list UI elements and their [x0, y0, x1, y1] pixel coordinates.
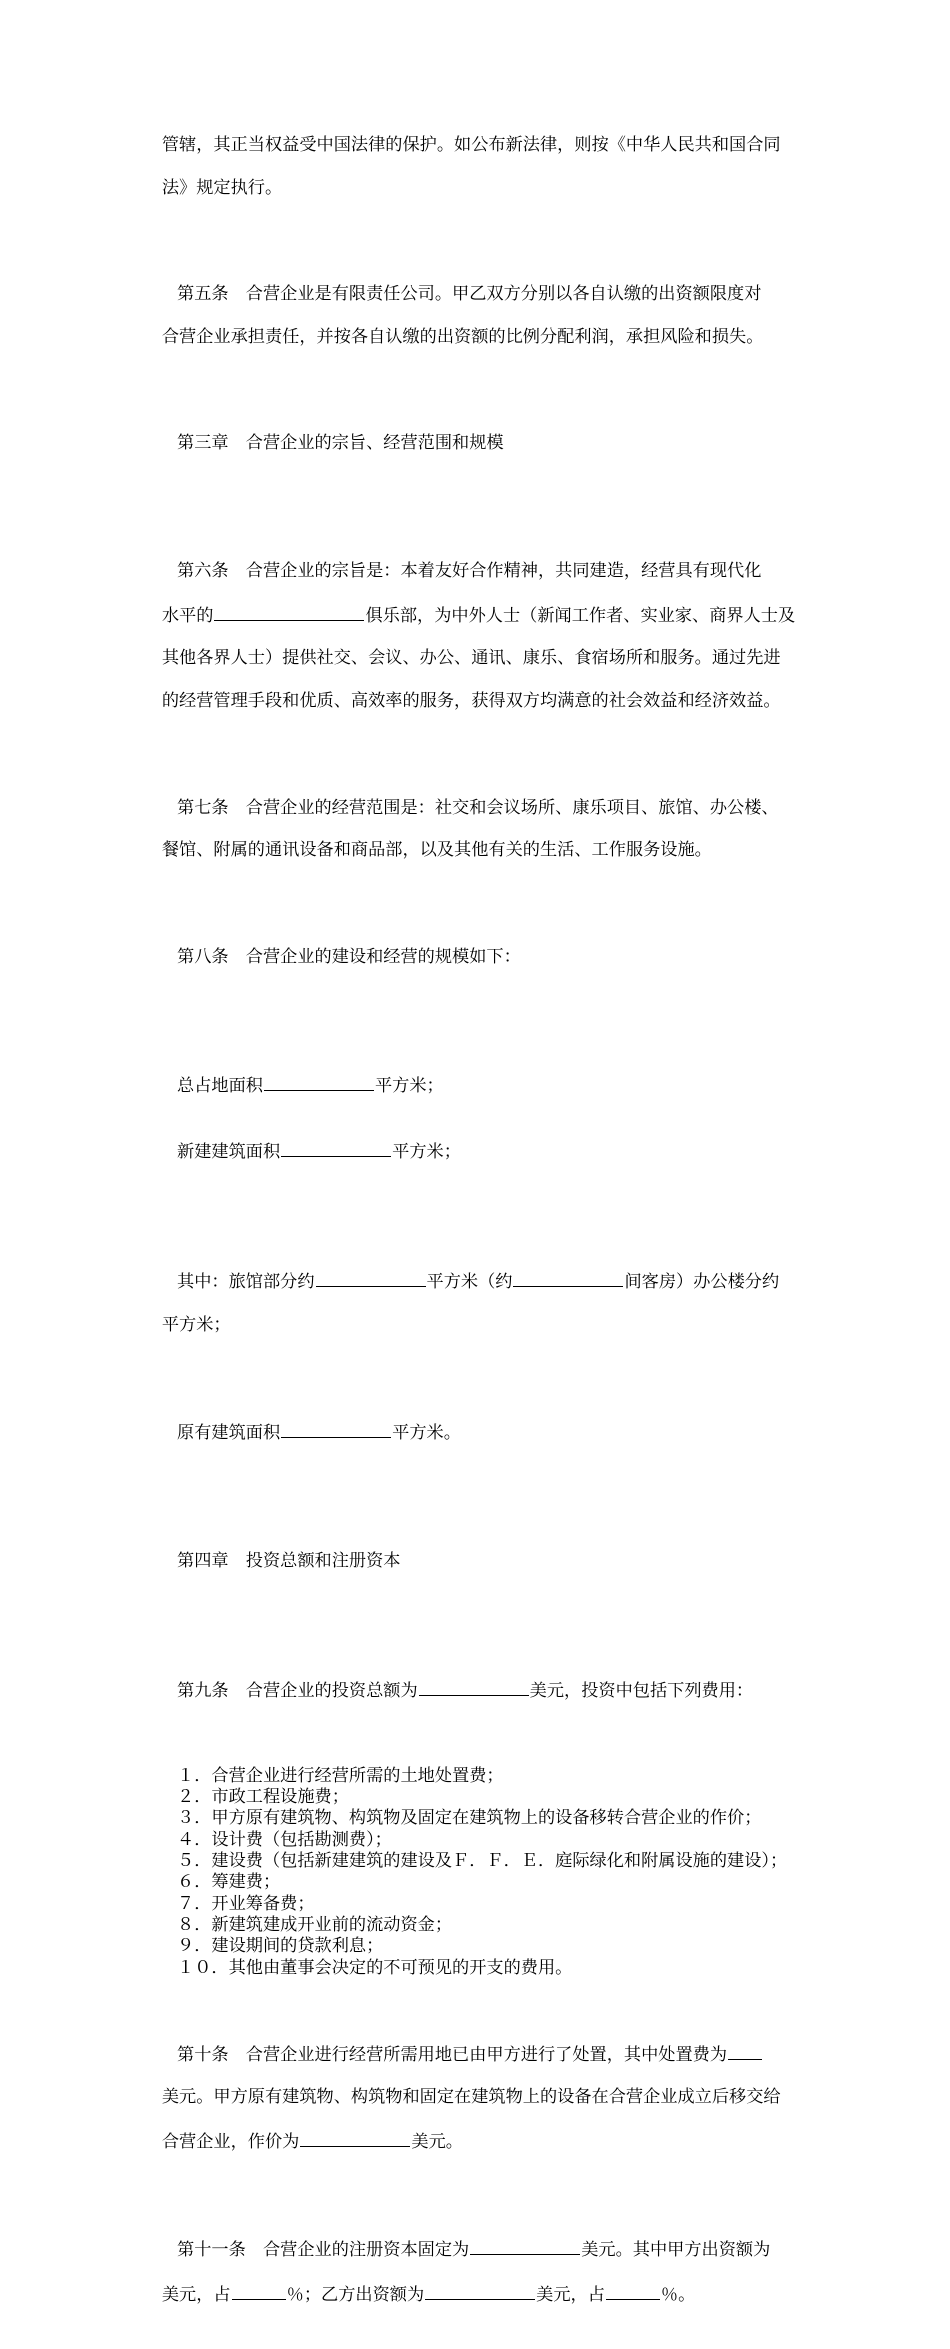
text-line: 第五条 合营企业是有限责任公司。甲乙双方分别以各自认缴的出资额限度对: [177, 284, 762, 305]
text-line: [140, 2238, 830, 2261]
chapter-title: 第四章 投资总额和注册资本: [177, 1550, 401, 1571]
text-fragment: 总占地面积: [177, 1076, 263, 1097]
article-7: [140, 755, 830, 883]
article-5: [140, 242, 830, 370]
list-item: ５．建设费（包括新建建筑的建设及Ｆ．Ｆ．Ｅ．庭际绿化和附属设施的建设）；: [177, 1851, 788, 1872]
article-10: [140, 2000, 830, 2174]
text-fragment: 美元，占: [161, 2284, 231, 2305]
text-fragment: 平方米；: [392, 1142, 461, 1163]
fill-blank[interactable]: [281, 1140, 391, 1157]
text-line: 第六条 合营企业的宗旨是：本着友好合作精神，共同建造，经营具有现代化: [177, 561, 762, 582]
text-line: 其他各界人士）提供社交、会议、办公、通讯、康乐、食宿场所和服务。通过先进: [161, 648, 781, 669]
text-line: 餐馆、附属的通讯设备和商品部，以及其他有关的生活、工作服务设施。: [161, 840, 712, 861]
text-line: [140, 1679, 830, 1702]
text-line: 第七条 合营企业的经营范围是：社交和会议场所、康乐项目、旅馆、办公楼、: [177, 797, 779, 818]
fill-blank[interactable]: [316, 1270, 426, 1287]
text-fragment: 其中：旅馆部分约: [177, 1272, 315, 1293]
list-item: ７．开业筹备费；: [177, 1893, 315, 1914]
text-line: 平方米；: [161, 1314, 231, 1335]
fill-blank[interactable]: [606, 2283, 660, 2300]
article-8: [140, 904, 830, 1010]
text-fragment: 水平的: [161, 605, 214, 626]
list-item: １．合营企业进行经营所需的土地处置费；: [177, 1765, 504, 1786]
fill-blank[interactable]: [281, 1421, 391, 1438]
chapter-4-heading: [140, 1508, 830, 1614]
text-fragment: ％；乙方出资额为: [286, 2284, 425, 2305]
expense-list: [140, 1766, 830, 1979]
sub-area-block: [140, 1227, 830, 1357]
text-fragment: 美元。其中甲方出资额为: [581, 2240, 771, 2261]
list-item: １０．其他由董事会决定的不可预见的开支的费用。: [177, 1957, 573, 1978]
text-line: [140, 1270, 830, 1293]
fill-blank[interactable]: [214, 604, 364, 621]
list-item: ８．新建筑建成开业前的流动资金；: [177, 1914, 453, 1935]
list-item: ３．甲方原有建筑物、构筑物及固定在建筑物上的设备移转合营企业的作价；: [177, 1808, 762, 1829]
text-line: 的经营管理手段和优质、高效率的服务，获得双方均满意的社会效益和经济效益。: [161, 691, 781, 712]
fill-blank[interactable]: [425, 2283, 535, 2300]
text-fragment: 平方米。: [392, 1423, 461, 1444]
text-line: [162, 2285, 695, 2305]
text-fragment: 俱乐部，为中外人士（新闻工作者、实业家、商界人士及: [365, 605, 796, 626]
text-line: 合营企业承担责任，并按各自认缴的出资额的比例分配利润，承担风险和损失。: [161, 326, 764, 347]
original-area-block: [140, 1379, 830, 1487]
paragraph-law: [140, 114, 830, 220]
text-line: [140, 1421, 830, 1444]
fill-blank[interactable]: [232, 2283, 286, 2300]
fill-blank[interactable]: [264, 1074, 374, 1091]
contract-text: [140, 114, 830, 2349]
text-line: [140, 1074, 830, 1097]
text-fragment: 美元，投资中包括下列费用：: [529, 1680, 754, 1701]
text-fragment: 合营企业，作价为: [161, 2131, 300, 2152]
fill-blank[interactable]: [470, 2238, 580, 2255]
chapter-3-heading: [140, 391, 830, 497]
article-9: [140, 1636, 830, 1744]
text-line: 法》规定执行。: [161, 177, 283, 198]
text-fragment: ％。: [660, 2284, 696, 2305]
text-line: 管辖，其正当权益受中国法律的保护。如公布新法律，则按《中华人民共和国合同: [161, 135, 781, 156]
text-fragment: 第十一条 合营企业的注册资本固定为: [177, 2240, 470, 2261]
fill-blank[interactable]: [513, 1270, 623, 1287]
article-6: [140, 519, 830, 734]
text-fragment: 间客房）办公楼分约: [624, 1272, 780, 1293]
text-line: [162, 606, 795, 626]
text-fragment: 美元。: [411, 2131, 463, 2152]
fill-blank[interactable]: [728, 2043, 762, 2060]
text-fragment: 新建建筑面积: [177, 1142, 281, 1163]
text-fragment: 第九条 合营企业的投资总额为: [177, 1680, 418, 1701]
list-item: ２．市政工程设施费；: [177, 1787, 349, 1808]
text-line: 美元。甲方原有建筑物、构筑物和固定在建筑物上的设备在合营企业成立后移交给: [161, 2087, 781, 2108]
text-line: [140, 1140, 830, 1163]
text-line: [162, 2132, 463, 2152]
text-fragment: 第十条 合营企业进行经营所需用地已由甲方进行了处置，其中处置费为: [177, 2044, 728, 2065]
text-fragment: 美元，占: [536, 2284, 605, 2305]
text-fragment: 平方米（约: [426, 1272, 513, 1293]
text-line: [140, 2043, 830, 2066]
list-item: ６．筹建费；: [177, 1872, 281, 1893]
fill-blank[interactable]: [419, 1679, 529, 1696]
list-item: ９．建设期间的贷款利息；: [177, 1936, 384, 1957]
article-11: [140, 2196, 830, 2328]
text-fragment: 原有建筑面积: [177, 1423, 281, 1444]
chapter-title: 第三章 合营企业的宗旨、经营范围和规模: [177, 433, 504, 454]
text-fragment: 平方米；: [374, 1076, 444, 1097]
list-item: ４．设计费（包括勘测费）；: [177, 1829, 392, 1850]
text-line: 第八条 合营企业的建设和经营的规模如下：: [177, 946, 521, 967]
fill-blank[interactable]: [300, 2130, 410, 2147]
area-block: [140, 1032, 830, 1206]
